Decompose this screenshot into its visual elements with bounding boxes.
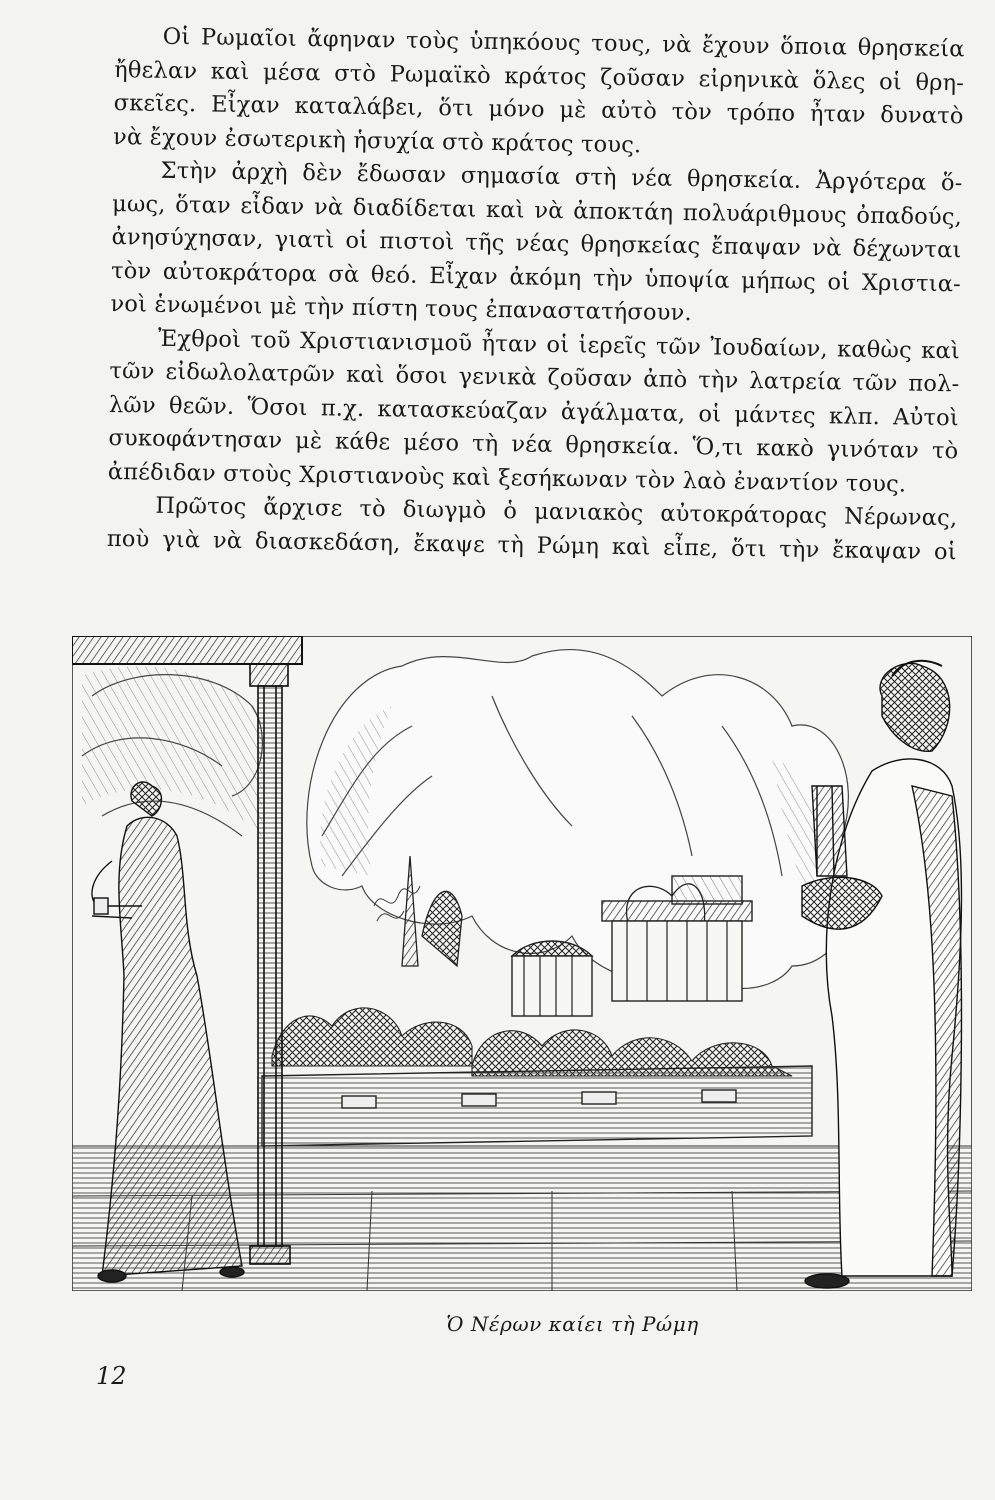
text-line: Πρῶτος ἄρχισε τὸ διωγμὸ ὁ μανιακὸς αὐτοκράτορας Νέρωνας, [155,492,958,532]
text-line: λῶν θεῶν. Ὅσοι π.χ. κατασκεύαζαν ἀγάλματα, οἱ μάντες κλπ. Αὐτοὶ [108,391,960,431]
text-line: ἤθελαν καὶ μέσα στὸ Ρωμαϊκὸ κράτος ζοῦσαν εἰρηνικὰ ὅλες οἱ θρη- [114,56,965,96]
text-line: συκοφάντησαν μὲ κάθε μέσο τὴ νέα θρησκεία. Ὅ,τι κακὸ γινόταν τὸ [108,424,959,465]
text-line: Οἱ Ρωμαῖοι ἄφηναν τοὺς ὑπηκόους τους, νὰ ἔχουν ὅποια θρησκεία [162,23,965,63]
text-line: σκεῖες. Εἶχαν καταλάβει, ὅτι μόνο μὲ αὐτὸ τὸν τρόπο ἦταν δυνατὸ [113,89,964,130]
page-number: 12 [96,1362,127,1390]
text-line: ἀνησύχησαν, γιατὶ οἱ πιστοὶ τῆς νέας θρησκείας ἔπαψαν νὰ δέχωνται [111,223,962,264]
text-line: ἀπέδιδαν στοὺς Χριστιανοὺς καὶ ξεσήκωναν τὸν λαὸ ἐναντίον τους. [107,458,907,497]
text-line: τῶν εἰδωλολατρῶν καὶ ὅσοι γενικὰ ζοῦσαν ἀπὸ τὴν λατρεία τῶν πολ- [109,357,960,398]
text-line: νὰ ἔχουν ἐσωτερικὴ ἡσυχία στὸ κράτος τους. [112,123,642,158]
text-line: νοὶ ἑνωμένοι μὲ τὴν πίστη τους ἐπαναστατήσουν. [110,290,692,327]
body-text [107,20,965,569]
text-line: Ἐχθροὶ τοῦ Χριστιανισμοῦ ἦταν οἱ ἱερεῖς τῶν Ἰουδαίων, καθὼς καὶ [157,325,961,364]
nero-burning-rome-illustration [72,636,972,1291]
roof-beam [72,636,302,664]
illustration-caption: Ὁ Νέρων καίει τὴ Ρώμη [446,1312,699,1336]
balustrade [262,1066,812,1146]
text-line: Στὴν ἀρχὴ δὲν ἔδωσαν σημασία στὴ νέα θρησκεία. Ἀργότερα ὅ- [160,157,963,197]
text-line: τὸν αὐτοκράτορα σὰ θεό. Εἶχαν ἀκόμη τὴν ὑποψία μήπως οἱ Χριστια- [110,257,962,297]
text-line: μως, ὅταν εἶδαν νὰ διαδίδεται καὶ νὰ ἀποκτάη πολυάριθμους ὀπαδούς, [111,190,963,230]
text-line: ποὺ γιὰ νὰ διασκεδάση, ἔκαψε τὴ Ρώμη καὶ εἶπε, ὅτι τὴν ἔκαψαν οἱ [106,525,957,565]
